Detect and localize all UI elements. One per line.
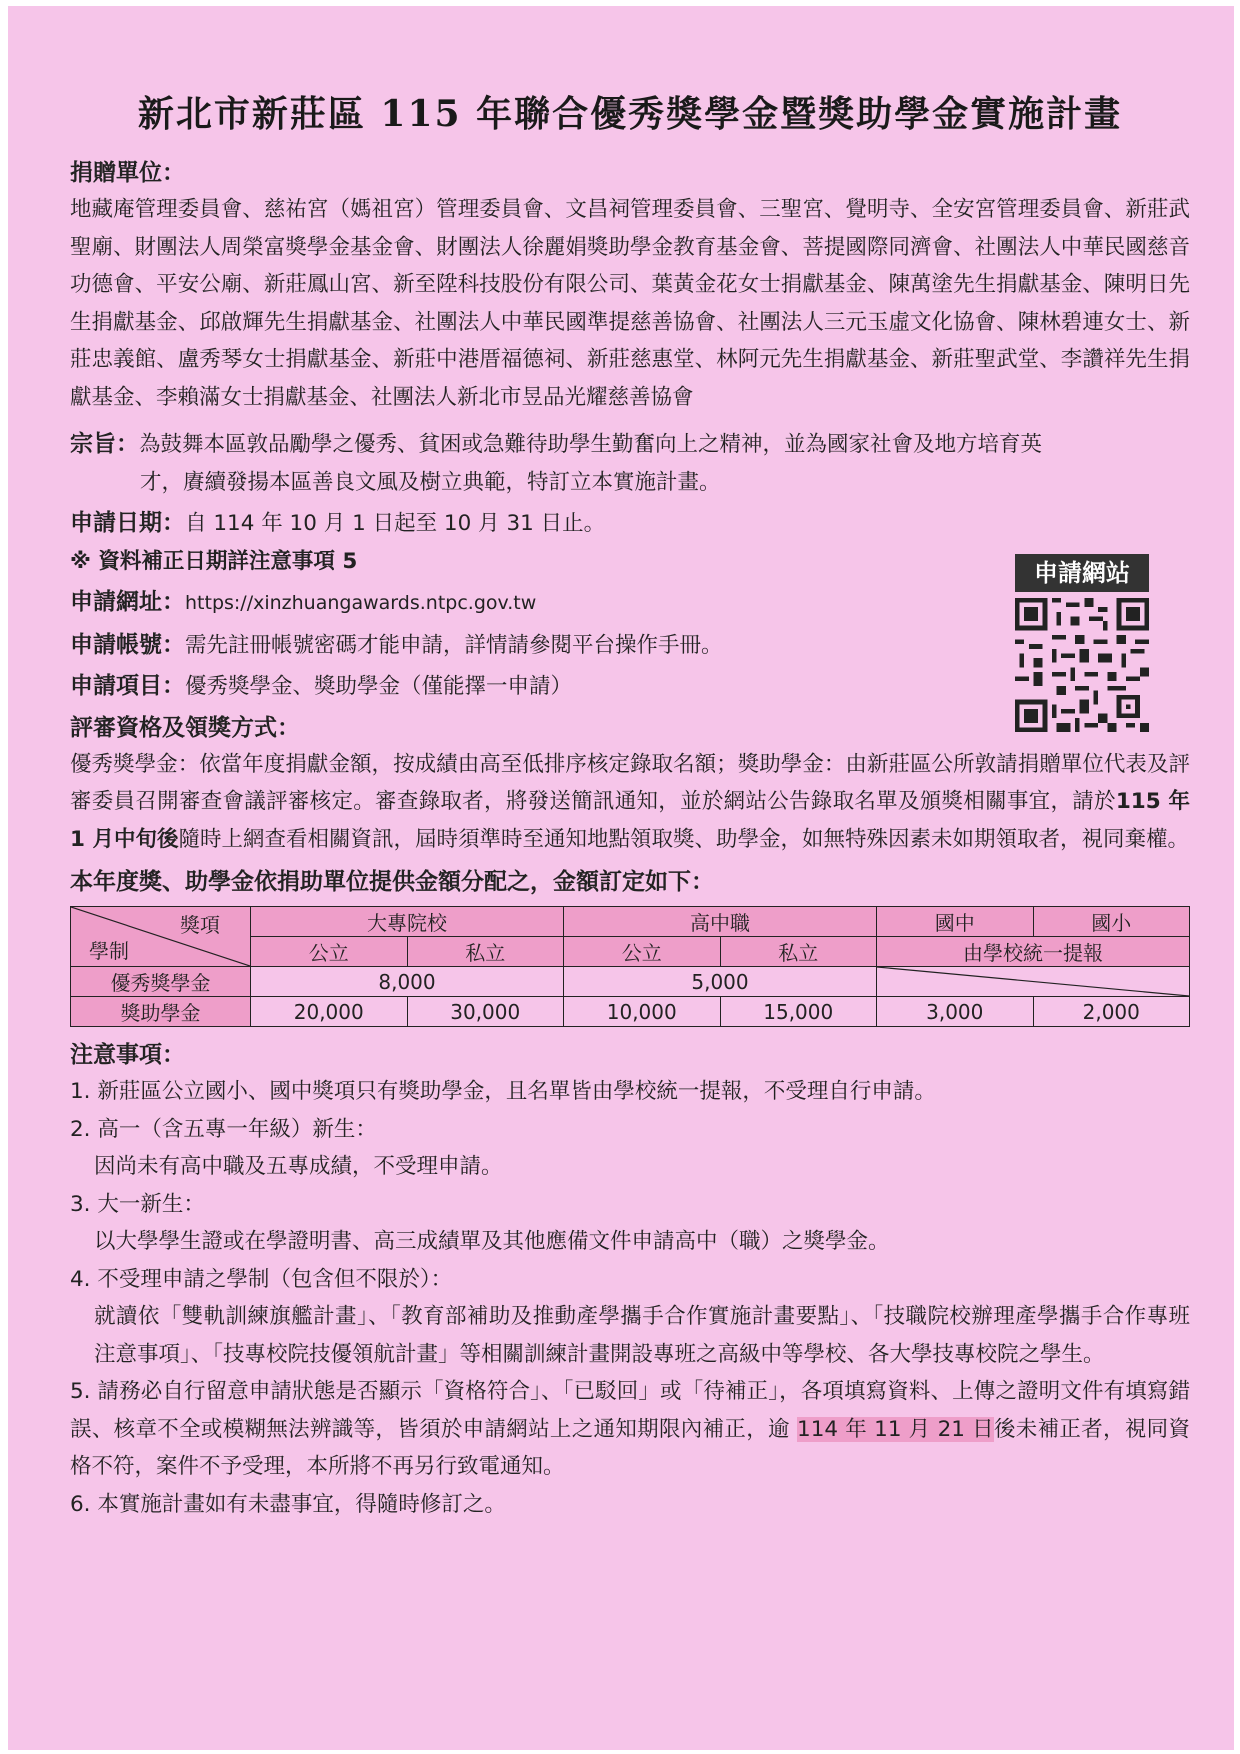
qr-label: 申請網站 — [1015, 554, 1149, 592]
grant-elementary: 2,000 — [1033, 997, 1190, 1027]
header-college-public: 公立 — [251, 937, 408, 967]
note-4-detail: 就讀依「雙軌訓練旗艦計畫」、「教育部補助及推動產學攜手合作實施計畫要點」、「技職院校辦理產學攜手合作專班注意事項」、「技專校院技優領航計畫」等相關訓練計畫開設專班之高級中等學校、各大學技專校院之學生。 — [94, 1304, 1190, 1367]
review-text-date: 115 年 1 月中旬後 — [70, 789, 1190, 852]
notes-heading: 注意事項： — [70, 1042, 185, 1068]
excellent-college-amount: 8,000 — [251, 967, 564, 997]
document-content — [70, 86, 1190, 1523]
purpose-line-2: 才，賡續發揚本區善良文風及樹立典範，特訂立本實施計畫。 — [140, 469, 721, 495]
grant-college-private: 30,000 — [407, 997, 564, 1027]
note-2-detail: 因尚未有高中職及五專成績，不受理申請。 — [94, 1154, 503, 1179]
donors-list: 地藏庵管理委員會、慈祐宮（媽祖宮）管理委員會、文昌祠管理委員會、三聖宮、覺明寺、全安宮管理委員會、新莊武聖廟、財團法人周榮富獎學金基金會、財團法人徐麗娟獎助學金教育基金會、菩提國際同濟會、社團法人中華民國慈音功德會、平安公廟、新莊鳳山宮、新至陞科技股份有限公司、葉黃金花女士捐獻基金、陳萬塗先生捐獻基金、陳明日先生捐獻基金、邱啟輝先生捐獻基金、社團法人中華民國準提慈善協會、社團法人三元玉虛文化協會、陳林碧連女士、新莊忠義館、盧秀琴女士捐獻基金、新莊中港厝福德祠、新莊慈惠堂、林阿元先生捐獻基金、新莊聖武堂、李讚祥先生捐獻基金、李賴滿女士捐獻基金、社團法人新北市昱品光耀慈善協會 — [70, 197, 1190, 410]
corner-award-label: 獎項 — [180, 913, 220, 937]
note-3-detail: 以大學學生證或在學證明書、高三成績單及其他應備文件申請高中（職）之獎學金。 — [94, 1229, 890, 1254]
note-3: 3. 大一新生： — [70, 1191, 205, 1217]
grant-senior-private: 15,000 — [720, 997, 877, 1027]
apply-account-value: 需先註冊帳號密碼才能申請，詳情請參閱平台操作手冊。 — [185, 632, 723, 658]
apply-url-link[interactable]: https://xinzhuangawards.ntpc.gov.tw — [185, 592, 537, 614]
apply-url-label: 申請網址： — [70, 589, 185, 615]
apply-account-label: 申請帳號： — [70, 631, 185, 658]
table-row-grant — [71, 997, 1190, 1027]
notes-section — [70, 1037, 1190, 1523]
na-diagonal — [877, 967, 1189, 996]
review-text-before: 優秀獎學金：依當年度捐獻金額，按成績由高至低排序核定錄取名額；獎助學金：由新莊區公所敦請捐贈單位代表及評審委員召開審查會議評審核定。審查錄取者，將發送簡訊通知，並於網站公告錄取名單及頒獎相關事宜，請於 — [70, 751, 1190, 814]
apply-date-note: ※ 資料補正日期詳注意事項 5 — [70, 548, 358, 574]
apply-date-row — [70, 505, 1190, 543]
excellent-na-cell — [877, 967, 1190, 997]
row-label-grant: 獎助學金 — [71, 997, 251, 1027]
corner-school-label: 學制 — [89, 939, 129, 963]
header-senior-high: 高中職 — [564, 907, 877, 937]
header-junior-high: 國中 — [877, 907, 1034, 937]
donors-heading: 捐贈單位： — [70, 160, 185, 186]
apply-date-label: 申請日期： — [70, 510, 185, 536]
note-5-deadline: 114 年 11 月 21 日 — [797, 1416, 994, 1442]
document-page — [8, 6, 1234, 1750]
note-5 — [70, 1373, 1190, 1486]
grant-senior-public: 10,000 — [564, 997, 721, 1027]
header-college-private: 私立 — [407, 937, 564, 967]
apply-date-value: 自 114 年 10 月 1 日起至 10 月 31 日止。 — [185, 511, 606, 536]
purpose-block — [70, 426, 1190, 464]
table-header-row-1 — [71, 907, 1190, 937]
header-elementary: 國小 — [1033, 907, 1190, 937]
header-school-report: 由學校統一提報 — [877, 937, 1190, 967]
amount-heading: 本年度獎、助學金依捐助單位提供金額分配之，金額訂定如下： — [70, 869, 714, 895]
apply-items-value: 優秀獎學金、獎助學金（僅能擇一申請） — [185, 674, 573, 699]
note-5-after: 後未補正者，視同資格不符，案件不予受理，本所將不再另行致電通知。 — [70, 1416, 1190, 1479]
header-senior-public: 公立 — [564, 937, 721, 967]
excellent-senior-amount: 5,000 — [564, 967, 877, 997]
row-label-excellent: 優秀獎學金 — [71, 967, 251, 997]
review-text-after: 隨時上網查看相關資訊，屆時須準時至通知地點領取獎、助學金，如無特殊因素未如期領取者，視同棄權。 — [178, 826, 1189, 852]
amount-table — [70, 906, 1190, 1027]
note-5-before: 5. 請務必自行留意申請狀態是否顯示「資格符合」、「已駁回」或「待補正」，各項填寫資料、上傳之證明文件有填寫錯誤、核章不全或模糊無法辨識等，皆須於申請網站上之通知期限內補正，逾 — [70, 1379, 1190, 1442]
note-1: 1. 新莊區公立國小、國中獎項只有獎助學金，且名單皆由學校統一提報，不受理自行申請。 — [70, 1079, 936, 1104]
review-text — [70, 746, 1190, 859]
table-row-excellent — [71, 967, 1190, 997]
page-title: 新北市新莊區 115 年聯合優秀獎學金暨獎助學金實施計畫 — [137, 93, 1123, 135]
qr-block — [1015, 554, 1155, 736]
purpose-label: 宗旨： — [70, 431, 139, 457]
header-college: 大專院校 — [251, 907, 564, 937]
review-heading: 評審資格及領獎方式： — [70, 714, 300, 741]
table-corner-cell — [71, 907, 251, 967]
grant-college-public: 20,000 — [251, 997, 408, 1027]
header-senior-private: 私立 — [720, 937, 877, 967]
grant-junior: 3,000 — [877, 997, 1034, 1027]
purpose-line-1: 為鼓舞本區敦品勵學之優秀、貧困或急難待助學生勤奮向上之精神，並為國家社會及地方培育英 — [139, 432, 1043, 457]
apply-items-label: 申請項目： — [70, 673, 185, 699]
note-4: 4. 不受理申請之學制（包含但不限於）： — [70, 1266, 453, 1292]
qr-code-icon[interactable] — [1015, 598, 1149, 732]
note-2: 2. 高一（含五專一年級）新生： — [70, 1116, 377, 1142]
note-6: 6. 本實施計畫如有未盡事宜，得隨時修訂之。 — [70, 1491, 506, 1517]
